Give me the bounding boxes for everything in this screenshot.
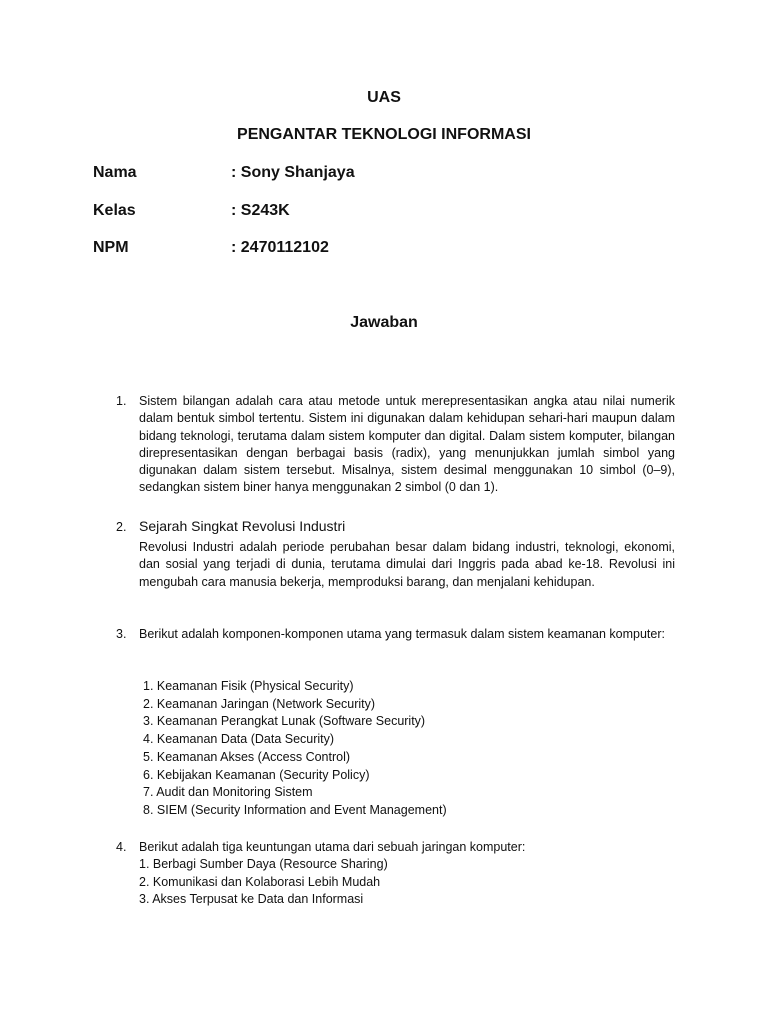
security-components-list (143, 678, 447, 820)
answers-heading: Jawaban (350, 314, 418, 331)
list-item: 2. Keamanan Jaringan (Network Security) (143, 696, 376, 711)
info-value: : S243K (231, 202, 290, 219)
course-title: PENGANTAR TEKNOLOGI INFORMASI (237, 126, 531, 143)
info-value: : 2470112102 (231, 239, 329, 256)
answer-2-number: 2. (116, 520, 127, 534)
info-label: NPM (93, 239, 129, 256)
network-benefits-list (139, 856, 388, 909)
answer-3-number: 3. (116, 627, 127, 641)
answer-1-number: 1. (116, 394, 127, 408)
answer-2-subheading: Sejarah Singkat Revolusi Industri (139, 518, 346, 534)
answer-1-text: Sistem bilangan adalah cara atau metode untuk merepresentasikan angka atau nilai numerik dalam bentuk simbol tertentu. Sistem ini digunakan dalam kehidupan sehari-hari maupun dalam bidang teknologi, terutama dalam sistem komputer dan digital. Dalam sistem komputer, bilangan direpresentasikan dengan berbagai basis (radix), yang menunjukkan jumlah simbol yang digunakan dalam sistem tersebut. Misalnya, sistem desimal menggunakan 10 simbol (0–9), sedangkan sistem biner hanya menggunakan 2 simbol (0 dan 1). (139, 394, 675, 495)
list-item: 3. Akses Terpusat ke Data dan Informasi (139, 892, 364, 907)
answer-2-text: Revolusi Industri adalah periode perubahan besar dalam bidang industri, teknologi, ekonomi, dan sosial yang terjadi di dunia, terutama dimulai dari Inggris pada abad ke-18. Revolusi ini mengubah cara manusia bekerja, memproduksi barang, dan menjalani kehidupan. (139, 540, 675, 589)
list-item: 7. Audit dan Monitoring Sistem (143, 785, 313, 800)
list-item: 5. Keamanan Akses (Access Control) (143, 749, 351, 764)
info-label: Kelas (93, 202, 136, 219)
info-label: Nama (93, 164, 137, 181)
exam-title: UAS (367, 89, 401, 106)
list-item: 1. Berbagi Sumber Daya (Resource Sharing) (139, 857, 388, 871)
list-item: 3. Keamanan Perangkat Lunak (Software Security) (143, 714, 426, 729)
info-value: : Sony Shanjaya (231, 164, 355, 181)
list-item: 4. Keamanan Data (Data Security) (143, 732, 335, 747)
answer-3-intro: Berikut adalah komponen-komponen utama yang termasuk dalam sistem keamanan komputer: (139, 627, 665, 641)
list-item: 1. Keamanan Fisik (Physical Security) (143, 679, 354, 693)
list-item: 8. SIEM (Security Information and Event Management) (143, 802, 447, 817)
list-item: 2. Komunikasi dan Kolaborasi Lebih Mudah (139, 874, 381, 889)
list-item: 6. Kebijakan Keamanan (Security Policy) (143, 767, 370, 782)
answer-4-intro: Berikut adalah tiga keuntungan utama dari sebuah jaringan komputer: (139, 840, 526, 854)
answer-4-number: 4. (116, 840, 127, 854)
